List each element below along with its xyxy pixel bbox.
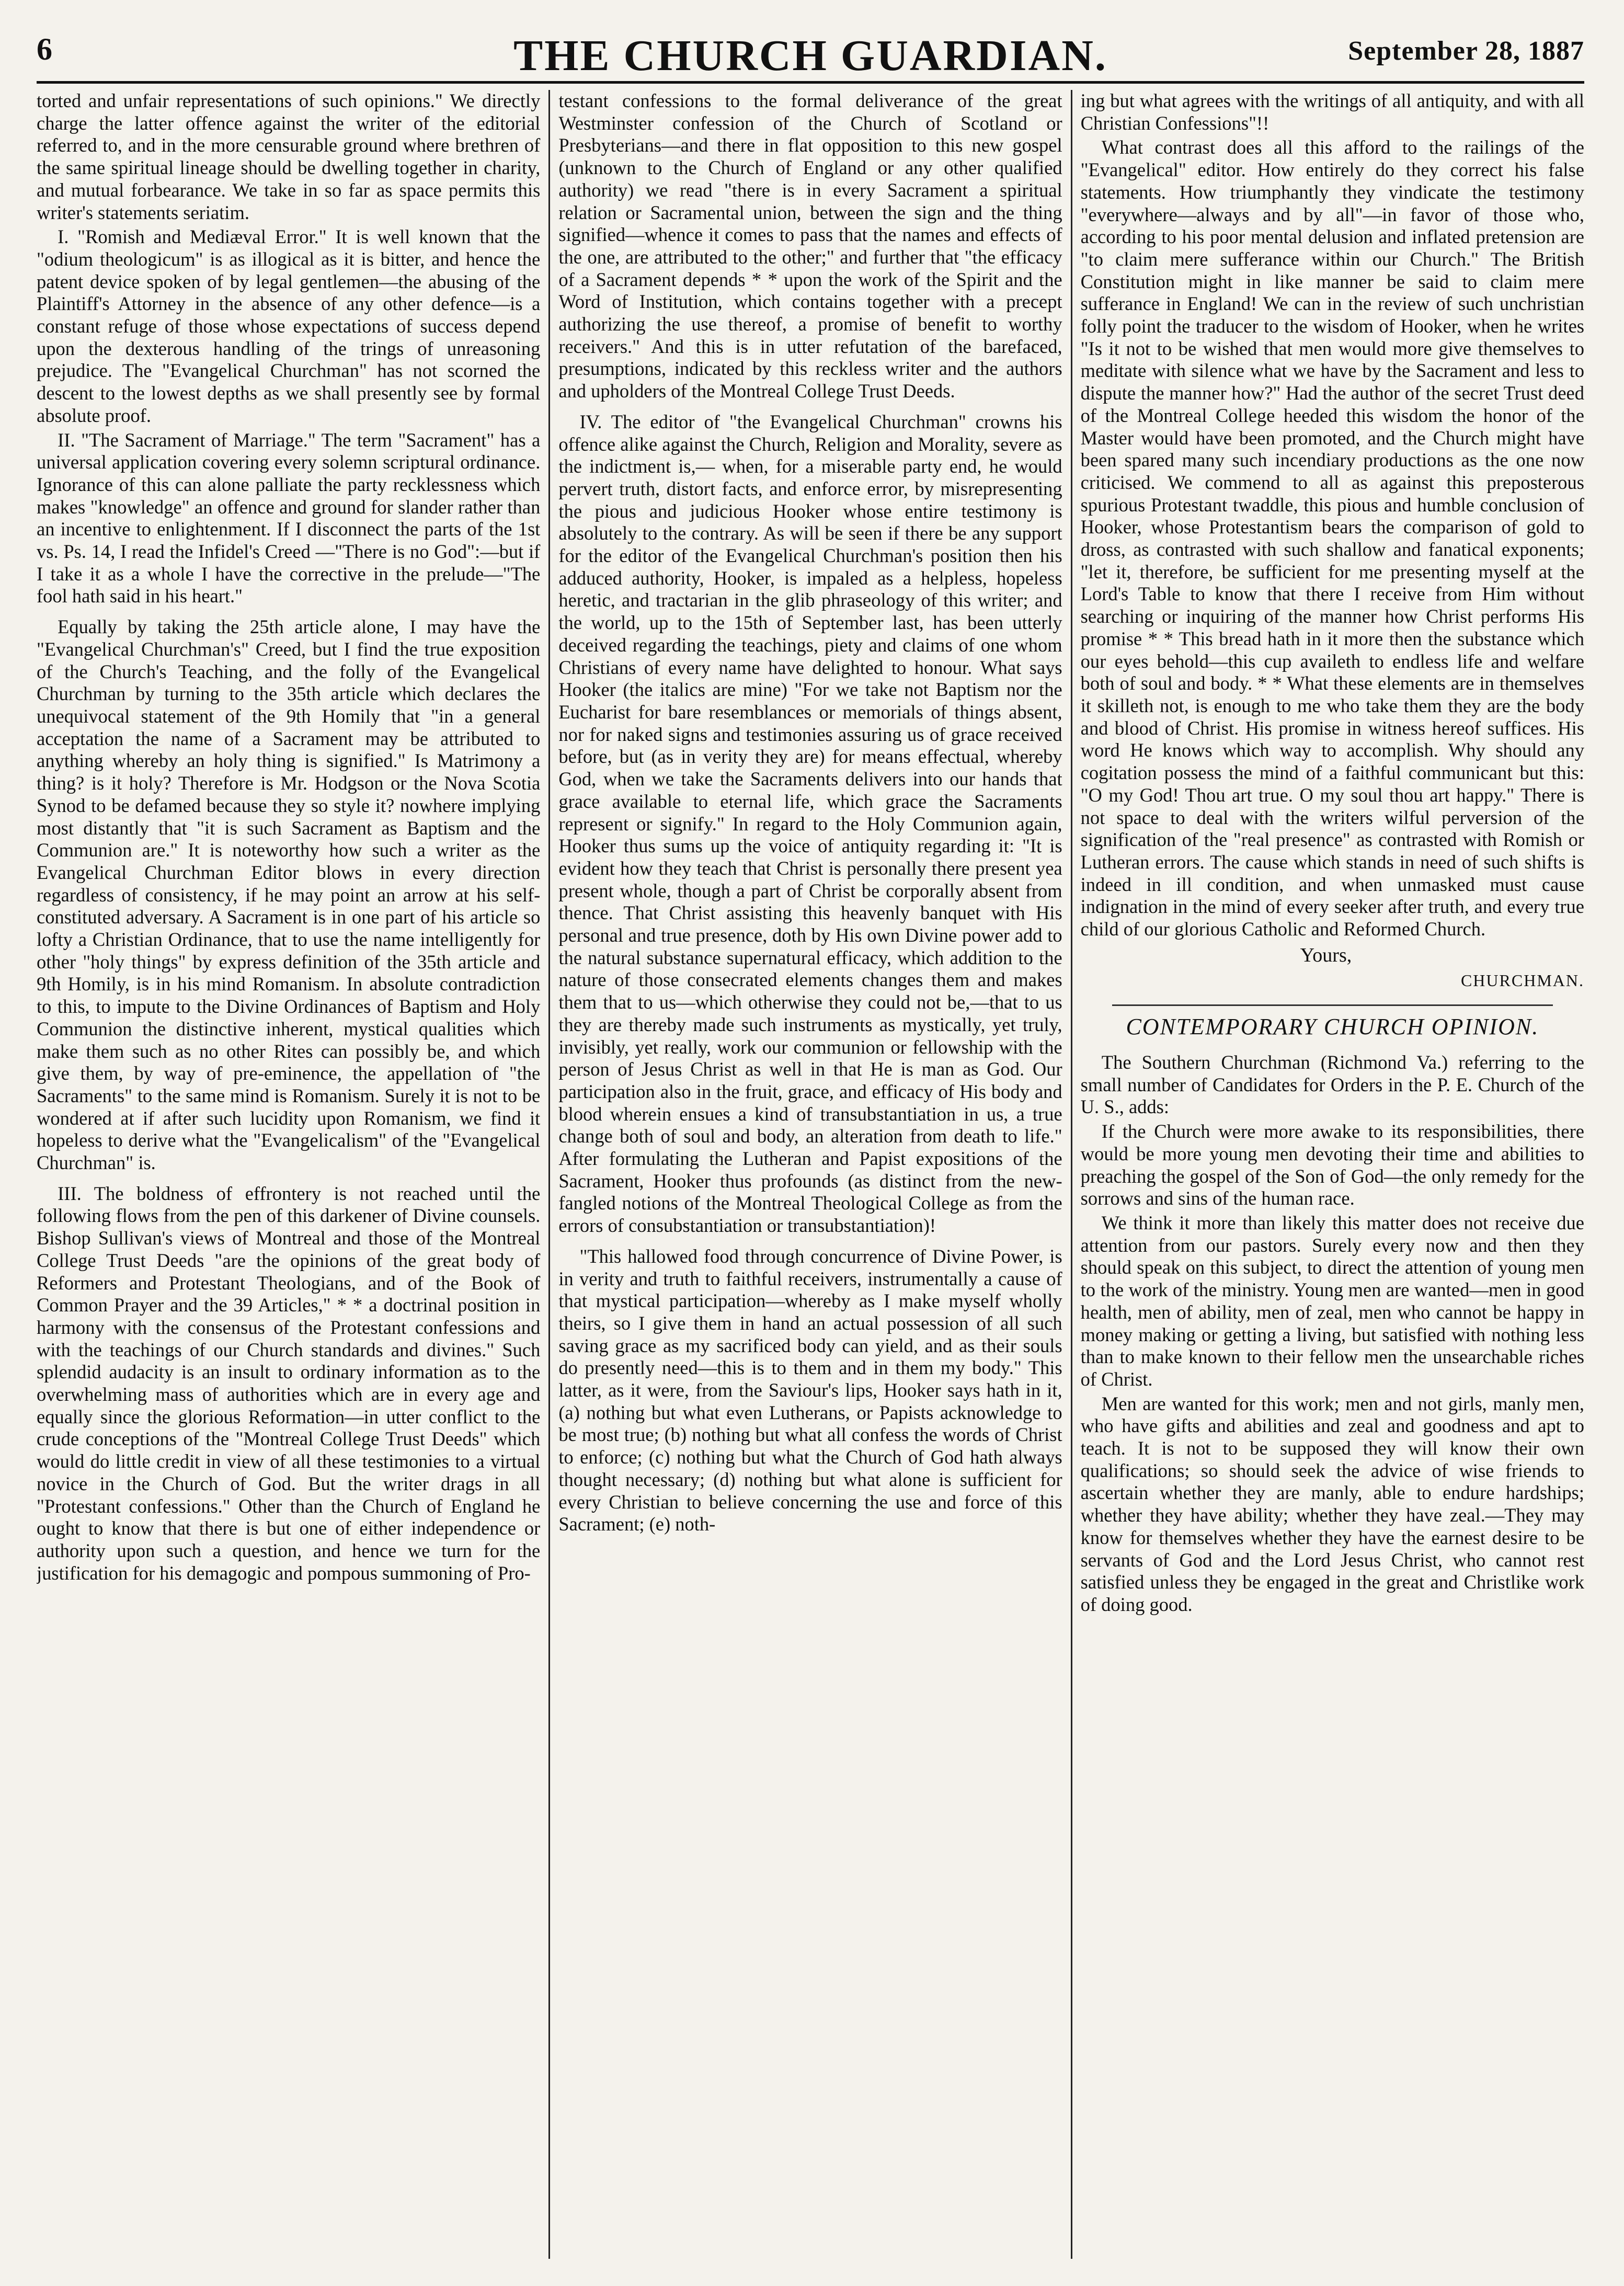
paragraph: testant confessions to the formal deliverance of the great Westminster confession of the Church of Scotland or Presbyterians—and there in flat opposition to this new gospel (unknown to the Church of England or any other qualified authority) we read "there is in every Sacrament a spiritual relation or Sacramental union, between the sign and the thing signified—whence it comes to pass that the names and effects of the one, are attributed to the other;" and further that "the efficacy of a Sacrament depends * * upon the work of the Spirit and the Word of Institution, which contains together with a precept authorizing the use thereof, a promise of benefit to worthy receivers." And this is in utter refutation of the barefaced, presumptions, indicated by this reckless writer and the authors and upholders of the Montreal College Trust Deeds. bbox=[558, 90, 1062, 402]
column-3 bbox=[1072, 90, 1584, 2259]
paragraph: ing but what agrees with the writings of all antiquity, and with all Christian Confessions"!! bbox=[1080, 90, 1584, 134]
newspaper-title: THE CHURCH GUARDIAN. bbox=[513, 31, 1107, 80]
paragraph: We think it more than likely this matter does not receive due attention from our pastors. Surely every now and then they should speak on this subject, to direct the attention of young men to the work of the ministry. Young men are wanted—men in good health, men of ability, men of zeal, men who cannot be happy in money making or getting a living, but satisfied with nothing less than to make known to their fellow men the unsearchable riches of Christ. bbox=[1080, 1212, 1584, 1390]
signature: CHURCHMAN. bbox=[1460, 971, 1584, 990]
letter-signoff bbox=[1081, 944, 1584, 991]
column-2 bbox=[550, 90, 1072, 2259]
paragraph: The Southern Churchman (Richmond Va.) referring to the small number of Candidates for Orders in the P. E. Church of the U. S., adds: bbox=[1080, 1051, 1584, 1118]
paragraph: Men are wanted for this work; men and not girls, manly men, who have gifts and abilities and zeal and goodness and apt to teach. It is not to be supposed they will know their own qualifications; so should seek the advice of wise friends to ascertain whether they are manly, able to endure hardships; whether they have ability; whether they have zeal.—They may know for themselves whether they have the earnest desire to be servants of God and the Lord Jesus Christ, who cannot rest satisfied unless they be engaged in the great and Christlike work of doing good. bbox=[1080, 1392, 1584, 1615]
paragraph: torted and unfair representations of such opinions." We directly charge the latter offence against the writer of the editorial referred to, and in the more censurable ground where brethren of the same spiritual lineage should be dwelling together in charity, and mutual forbearance. We take in so far as space permits this writer's statements seriatim. bbox=[37, 90, 541, 223]
paragraph: IV. The editor of "the Evangelical Churchman" crowns his offence alike against the Church, Religion and Morality, severe as the indictment is,— when, for a miserable party end, he would pervert truth, distort facts, and enforce error, by misrepresenting the pious and judicious Hooker whose entire testimony is absolutely to the contrary. As will be seen if there be any support for the editor of the Evangelical Churchman's position then his adduced authority, Hooker, is impaled as a helpless, hopeless heretic, and tractarian in the glib phraseology of this writer; and the world, up to the 15th of September last, has been utterly deceived regarding the teachings, piety and claims of one whom Christians of every name have delighted to honour. What says Hooker (the italics are mine) "For we take not Baptism nor the Eucharist for bare resemblances or memorials of things absent, nor for naked signs and testimonies assuring us of grace received before, but (as in verity they are) for means effectual, whereby God, when we take the Sacraments delivers into our hands that grace available to eternal life, which grace the Sacraments represent or signify." In regard to the Holy Communion again, Hooker thus sums up the voice of antiquity regarding it: "It is evident how they teach that Christ is personally there present yea present whole, though a part of Christ be corporally absent from thence. That Christ assisting this heavenly banquet with His personal and true presence, doth by His own Divine power add to the natural substance supernatural efficacy, which addition to the nature of those consecrated elements changes them and makes them that to us—which otherwise they could not be,—that to us they are thereby made such instruments as mystically, yet truly, invisibly, yet really, work our communion or fellowship with the person of Jesus Christ as well in that He is man as God. Our participation also in the fruit, grace, and efficacy of His body and blood wherein ensues a kind of transubstantiation in us, a true change both of soul and body, an alteration from death to life." After formulating the Lutheran and Papist expositions of the Sacrament, Hooker thus profounds (as distinct from the new-fangled notions of the Montreal Theological College as from the errors of consubstantiation or transubstantiation)! bbox=[558, 410, 1062, 1237]
paragraph: What contrast does all this afford to the railings of the "Evangelical" editor. How entirely do they correct his false statements. How triumphantly they vindicate the testimony "everywhere—always and by all"—in favor of those who, according to his poor mental delusion and inflated pretension are "to claim mere sufferance within our Church." The British Constitution might in like manner be said to claim mere sufferance in England! We can in the review of such unchristian folly point the traducer to the wisdom of Hooker, when he writes "Is it not to be wished that men would more give themselves to meditate with silence what we have by the Sacrament and less to dispute the manner how?" Had the author of the secret Trust deed of the Montreal College heeded this wisdom the honor of the Master would have been promoted, and the Church might have been spared many such incendiary productions as the one now criticised. We commend to all as against this preposterous spurious Protestant twaddle, this pious and humble conclusion of Hooker, whose Protestantism bears the comparison of gold to dross, as contrasted with such shallow and fanatical exponents; "let it, therefore, be sufficient for me presenting myself at the Lord's Table to know that there I receive from Him without searching or inquiring of the manner how Christ performs His promise * * This bread hath in it more then the substance which our eyes behold—this cup availeth to endless life and welfare both of soul and body. * * What these elements are in themselves it skilleth not, is enough to me who take them they are the body and blood of Christ. His promise in witness hereof suffices. His word He knows which way to accomplish. Why should any cogitation possess the mind of a faithful communicant but this: "O my God! Thou art true. O my soul thou art happy." There is not space to deal with the writers wilful perversion of the signification of the "real presence" as contrasted with Romish or Lutheran errors. The cause which stands in need of such shifts is indeed in ill condition, and when unmasked must cause indignation in the mind of every seeker after truth, and every true child of our glorious Catholic and Reformed Church. bbox=[1080, 136, 1584, 940]
article-columns bbox=[37, 90, 1584, 2259]
newspaper-page bbox=[37, 31, 1584, 2259]
paragraph: III. The boldness of effrontery is not reached until the following flows from the pen of this darkener of Divine counsels. Bishop Sullivan's views of Montreal and those of the Montreal College Trust Deeds "are the opinions of the great body of Reformers and Protestant Theologians, and of the Book of Common Prayer and the 39 Articles," * * a doctrinal position in harmony with the consensus of the Protestant confessions and with the teachings of our Church standards and divines." Such splendid audacity is an insult to ordinary information as to the overwhelming mass of authorities which are in every age and equally since the glorious Reformation—in utter conflict to the crude conceptions of the "Montreal College Trust Deeds" which would do little credit in view of all these testimonies to a virtual novice in the Church of God. But the writer drags in all "Protestant confessions." Other than the Church of England he ought to know that there is but one of either independence or authority upon such a question, and hence we turn for the justification for his demagogic and pompous summoning of Pro- bbox=[37, 1182, 541, 1584]
masthead bbox=[37, 31, 1584, 84]
paragraph: "This hallowed food through concurrence of Divine Power, is in verity and truth to faithful receivers, instrumentally a cause of that mystical participation—whereby as I make myself wholly theirs, so I give them in hand an actual possession of all such saving grace as my sacrificed body can yield, and as their souls do presently need—this is to them and in them my body." This latter, as it were, from the Saviour's lips, Hooker says hath in it, (a) nothing but what even Lutherans, or Papists acknowledge to be most true; (b) nothing but what all confess the words of Christ to enforce; (c) nothing but what the Church of God hath always thought necessary; (d) nothing but what alone is sufficient for every Christian to believe concerning the use and force of this Sacrament; (e) noth- bbox=[558, 1245, 1062, 1535]
issue-date: September 28, 1887 bbox=[1348, 36, 1584, 66]
paragraph: I. "Romish and Mediæval Error." It is well known that the "odium theologicum" is as illogical as it is bitter, and hence the patent device spoken of by legal gentlemen—the abusing of the Plaintiff's Attorney in the absence of any other defence—is a constant refuge of those whose expectations of success depend upon the dexterous handling of the trings of unreasoning prejudice. The "Evangelical Churchman" has not scorned the descent to the lowest depths as we shall presently see by formal absolute proof. bbox=[37, 226, 541, 426]
paragraph: Equally by taking the 25th article alone, I may have the "Evangelical Churchman's" Creed, but I find the true exposition of the Church's Teaching, and the folly of the Evangelical Churchman by turning to the 35th article which declares the unequivocal statement of the 9th Homily that "in a general acceptation the name of a Sacrament may be attributed to anything whereby an holy thing is signified." Is Matrimony a thing? is it holy? Therefore is Mr. Hodgson or the Nova Scotia Synod to be defamed because they so style it? nowhere implying most distantly that "it is such Sacrament as Baptism and the Communion are." It is noteworthy how such a writer as the Evangelical Churchman Editor blows in every direction regardless of consistency, if he may point an arrow at his self-constituted adversary. A Sacrament is in one part of his article so lofty a Christian Ordinance, that to use the name intelligently for other "holy things" by express definition of the 35th article and 9th Homily, is in his mind Romanism. In absolute contradiction to this, to impute to the Divine Ordinances of Baptism and Holy Communion the distinctive inherent, mystical qualities which make them such as no other Rites can possibly be, and which give them, by way of pre-eminence, the appellation of "the Sacraments" to the same mind is Romanism. Surely it is not to be wondered at if after such lucidity upon Romanism, we find it hopeless to derive what the "Evangelicalism" of the "Evangelical Churchman" is. bbox=[37, 616, 541, 1174]
section-heading: CONTEMPORARY CHURCH OPINION. bbox=[1126, 1013, 1539, 1039]
paragraph: If the Church were more awake to its responsibilities, there would be more young men devoting their time and abilities to preaching the gospel of the Son of God—the only remedy for the sorrows and sins of the human race. bbox=[1080, 1121, 1584, 1209]
paragraph: II. "The Sacrament of Marriage." The term "Sacrament" has a universal application covering every solemn scriptural ordinance. Ignorance of this can alone palliate the party recklessness which makes "knowledge" an offence and ground for slander rather than an incentive to enlightenment. If I disconnect the parts of the 1st vs. Ps. 14, I read the Infidel's Creed —"There is no God":—but if I take it as a whole I have the corrective in the prelude—"The fool hath said in his heart." bbox=[37, 429, 541, 607]
column-1 bbox=[37, 90, 550, 2259]
page-number: 6 bbox=[37, 32, 52, 66]
closing: Yours, bbox=[1300, 944, 1352, 966]
section-divider bbox=[1112, 1004, 1553, 1006]
